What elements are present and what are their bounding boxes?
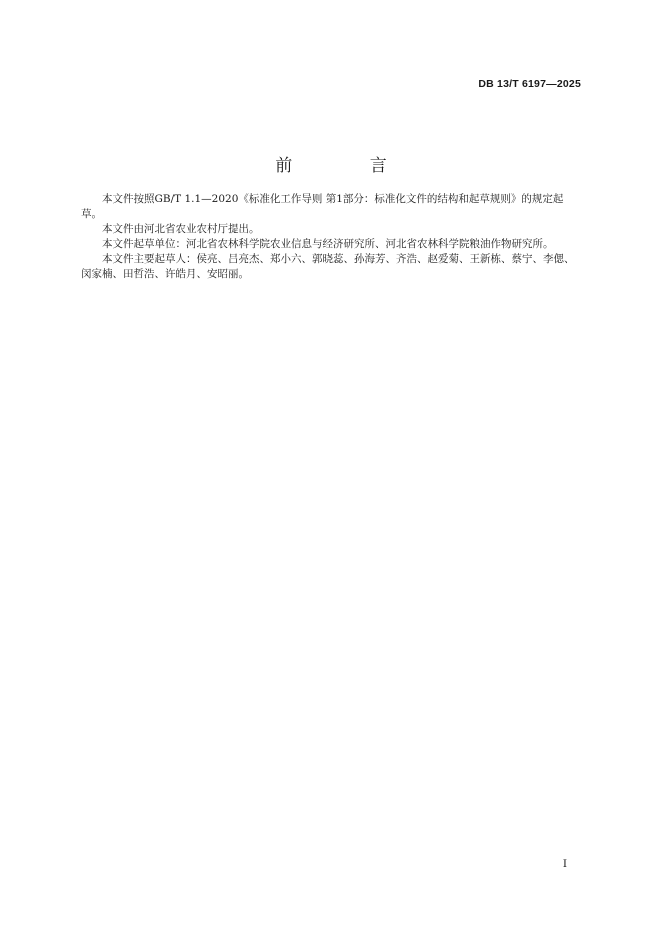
paragraph-drafting-units: 本文件起草单位：河北省农林科学院农业信息与经济研究所、河北省农林科学院粮油作物研究所。 [102,238,554,250]
paragraph-proposer: 本文件由河北省农业农村厅提出。 [102,223,260,235]
page-number: I [562,858,567,870]
paragraph-drafters: 本文件主要起草人：侯亮、吕亮杰、郑小六、郭晓蕊、孙海芳、齐浩、赵爱菊、王新栋、蔡宁、李偲、闵家楠、田哲浩、许皓月、安昭丽。 [81,253,575,280]
paragraph-drafting-basis: 本文件按照GB/T 1.1—2020《标准化工作导则 第1部分：标准化文件的结构和起草规则》的规定起草。 [81,193,564,220]
document-code: DB 13/T 6197—2025 [478,78,581,90]
page-title: 前 言 [275,156,423,176]
foreword-body [81,192,582,282]
